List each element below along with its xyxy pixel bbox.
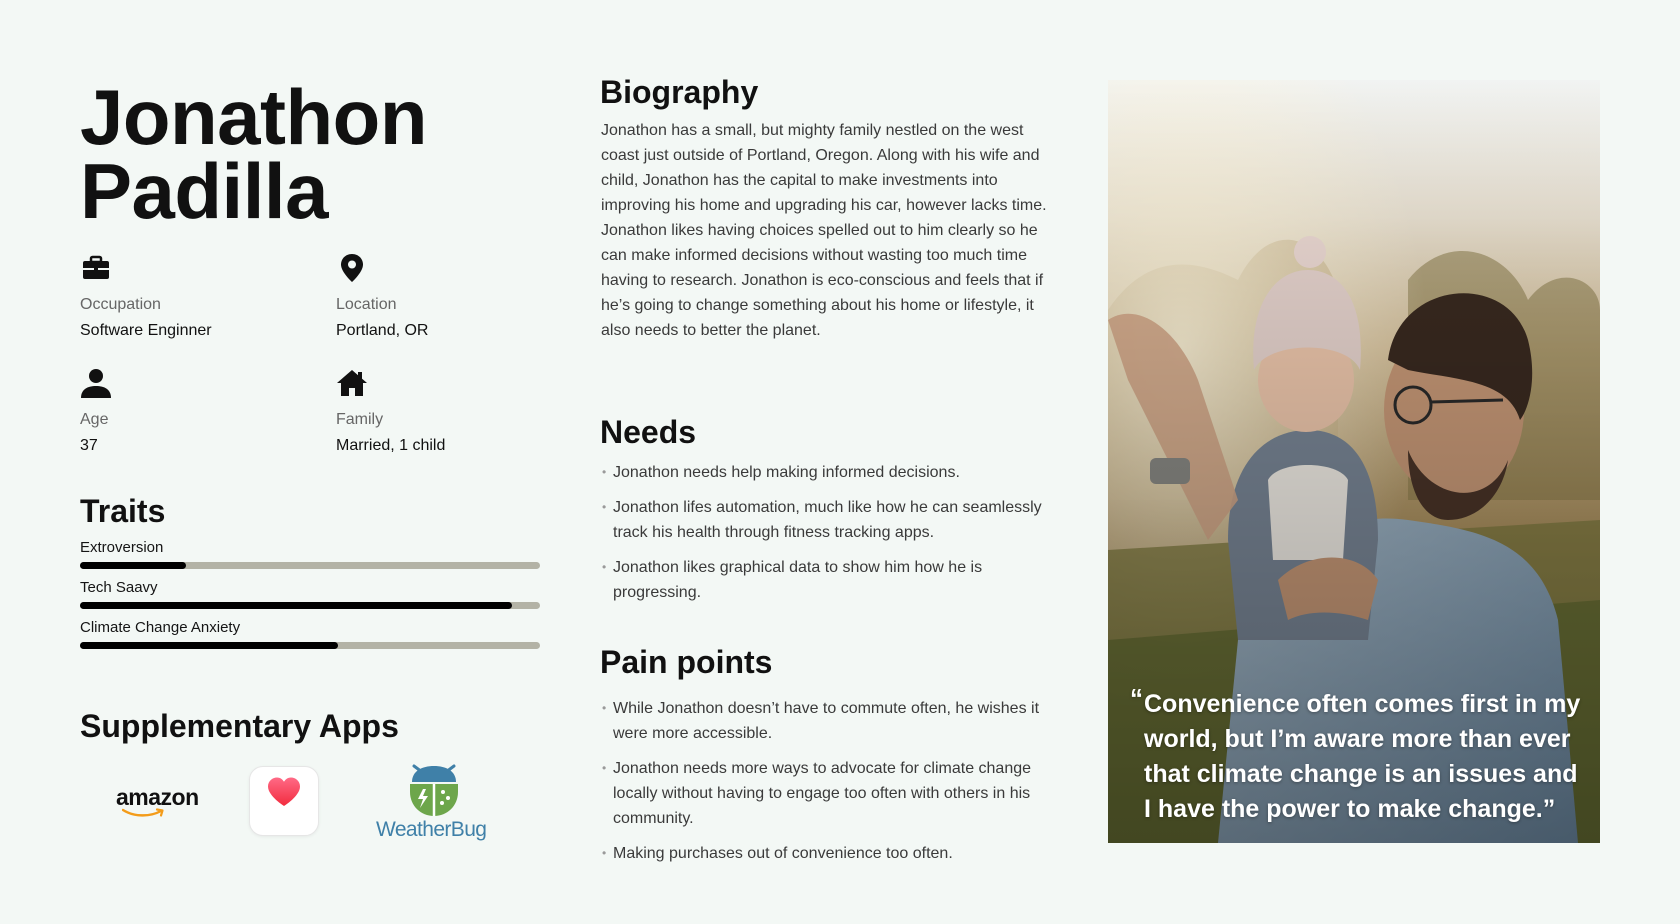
trait-climate-anxiety <box>80 619 540 649</box>
trait-label: Tech Saavy <box>80 579 158 596</box>
list-item: • Jonathon needs more ways to advocate for climate change locally without having to engage too often with others in his community. <box>600 756 1060 831</box>
apps-title: Supplementary Apps <box>80 708 399 744</box>
list-item: • Jonathon needs help making informed decisions. <box>600 460 1060 485</box>
biography-text: Jonathon has a small, but mighty family nestled on the west coast just outside of Portland, Oregon. Along with his wife and child, Jonathon has the capital to make investments into improving his home and upgrading his car, however lacks time. Jonathon likes having choices spelled out to him clearly so he can make informed decisions without wasting too much time having to research. Jonathon is eco-conscious and feels that if he’s going to change something about his home or lifestyle, it also needs to better the planet. <box>601 122 1047 339</box>
fact-family-label: Family <box>336 411 384 428</box>
apple-health-app <box>249 766 319 836</box>
trait-bar-fill <box>80 562 186 569</box>
fact-location-value: Portland, OR <box>336 322 429 339</box>
trait-label: Climate Change Anxiety <box>80 619 241 636</box>
person-icon <box>80 367 112 399</box>
fact-age-label: Age <box>80 411 109 428</box>
traits-section <box>80 493 540 649</box>
fact-family-value: Married, 1 child <box>336 437 446 454</box>
list-item: • Jonathon likes graphical data to show him how he is progressing. <box>600 555 1060 605</box>
fact-occupation <box>80 252 320 340</box>
trait-bar <box>80 642 540 649</box>
fact-location-label: Location <box>336 296 397 313</box>
persona-last-name: Padilla <box>80 147 328 235</box>
list-item: • Jonathon lifes automation, much like how he can seamlessly track his health through fitness tracking apps. <box>600 495 1060 545</box>
amazon-smile-icon <box>122 808 166 818</box>
amazon-logo <box>116 784 199 824</box>
list-item: • While Jonathon doesn’t have to commute often, he wishes it were more accessible. <box>600 696 1060 746</box>
needs-title: Needs <box>600 414 697 450</box>
trait-bar-fill <box>80 642 338 649</box>
quote-open-mark: “ <box>1130 683 1143 713</box>
briefcase-icon <box>80 252 112 284</box>
apps-row <box>80 762 540 842</box>
quote-text: Convenience often comes first in my world, but I’m aware more than ever that climate change is an issues and I have the power to make change.” <box>1144 690 1581 823</box>
trait-bar <box>80 562 540 569</box>
pain-points-title: Pain points <box>600 644 773 680</box>
fact-occupation-value: Software Enginner <box>80 322 212 339</box>
persona-first-name: Jonathon <box>80 73 427 161</box>
trait-bar-fill <box>80 602 512 609</box>
weatherbug-logo-text: WeatherBug <box>376 818 487 841</box>
home-icon <box>336 367 368 399</box>
trait-tech-savvy <box>80 579 540 609</box>
trait-extroversion <box>80 539 540 569</box>
location-pin-icon <box>336 252 368 284</box>
trait-bar <box>80 602 540 609</box>
persona-name <box>80 73 427 235</box>
list-item: • Making purchases out of convenience too often. <box>600 841 1060 866</box>
weatherbug-logo <box>376 762 492 844</box>
fact-family <box>336 367 576 455</box>
pain-points-list <box>600 696 1060 876</box>
weatherbug-bug-icon <box>404 762 464 818</box>
fact-location <box>336 252 576 340</box>
persona-quote <box>1130 683 1584 827</box>
traits-title: Traits <box>80 493 166 529</box>
fact-occupation-label: Occupation <box>80 296 161 313</box>
biography-title: Biography <box>600 74 759 110</box>
heart-icon <box>249 766 319 836</box>
trait-label: Extroversion <box>80 539 164 556</box>
amazon-logo-text: amazon <box>116 784 199 810</box>
fact-age-value: 37 <box>80 437 98 454</box>
fact-age <box>80 367 320 455</box>
needs-list <box>600 460 1060 615</box>
persona-photo <box>1108 80 1600 843</box>
